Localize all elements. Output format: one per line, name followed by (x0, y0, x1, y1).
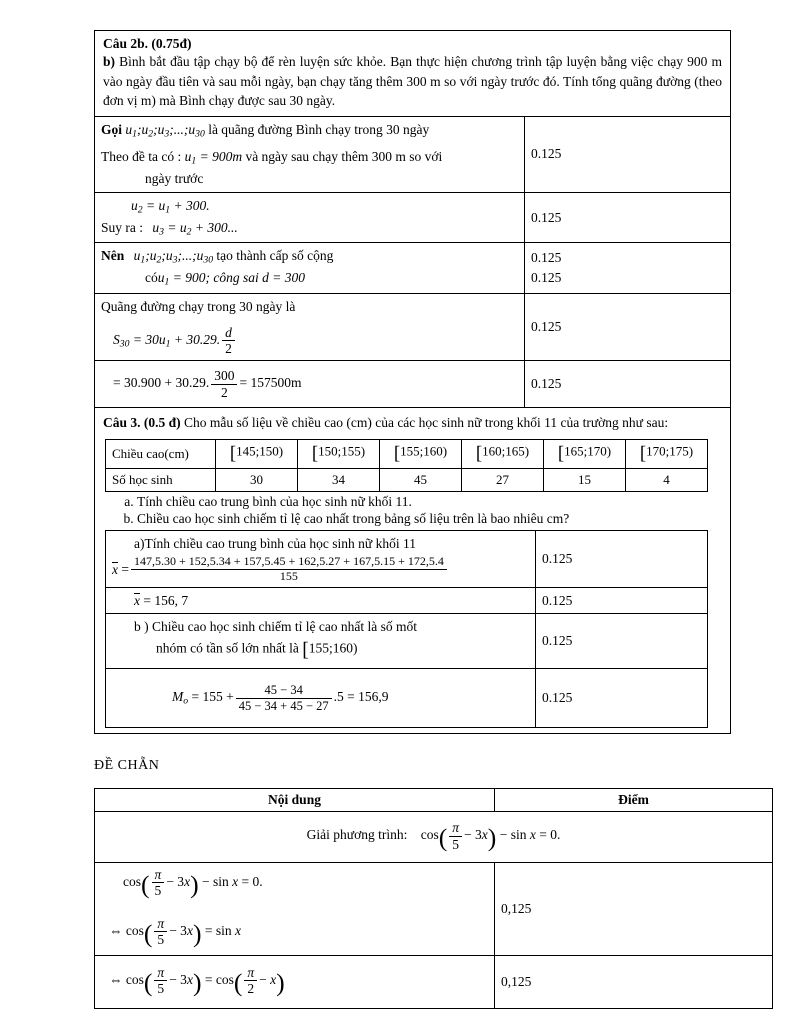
de-chan-title: ĐỀ CHẴN (94, 758, 160, 773)
row1-line2: Theo đề ta có : $u_1 = 900m$ và ngày sau chạy thêm 300 m so với (101, 149, 443, 168)
score-cell: 0,125 (495, 956, 773, 1009)
frac-den: 2 (220, 384, 228, 400)
table-row (106, 669, 708, 728)
row5-formula (101, 368, 518, 400)
cau3-r1-content (106, 530, 536, 587)
fraction-mode (236, 683, 332, 713)
frac-den: 155 (279, 568, 298, 583)
frac-num: 147,5.30 + 152,5.34 + 157,5.45 + 162,5.27 + 167,5.15 + 172,5.4 (131, 555, 447, 570)
score-cell: 0.125 (525, 294, 731, 361)
cau3-prompt-line (103, 413, 722, 433)
table-row (95, 956, 773, 1009)
cau3-r2-content (106, 587, 536, 614)
header-diem: Điểm (495, 789, 773, 812)
table-row (95, 863, 773, 956)
table-row-counts (106, 468, 708, 491)
cau3-r3-content (106, 614, 536, 669)
row2-math2: $u_3 = u_2 + 300$... (152, 219, 238, 238)
cau2b-row2-content (95, 192, 525, 243)
count-cell: 15 (544, 468, 626, 491)
cau3-question-list (103, 494, 722, 527)
prompt-prefix: b) (103, 54, 116, 69)
count-cell: 45 (380, 468, 462, 491)
cau3-prompt: Cho mẫu số liệu về chiều cao (cm) của các học sinh nữ trong khối 11 của trường như sau: (184, 415, 669, 431)
cau3-r2-formula: x = 156, 7 (134, 592, 189, 608)
interval-cell: [155;160) (380, 439, 462, 468)
row3-line2: cóu$_1$ = 900; công sai d = 300 (145, 270, 305, 288)
score-cell: 0.125 (536, 669, 708, 728)
frac-den: 2 (225, 341, 232, 357)
frac-num: d (225, 324, 232, 340)
table-row (95, 192, 731, 243)
fraction-d-2 (222, 325, 235, 357)
row2-label: Suy ra : (101, 219, 143, 235)
cau2b-heading: Câu 2b. (0.75đ) (103, 36, 192, 51)
row1-bold: Gọi (101, 121, 123, 137)
cau3-cell (95, 408, 731, 734)
step1-line2: ⇔ cos( $\frac{\pi}{5}$ − 3x) = sin x (109, 915, 241, 949)
cau2b-row3-content (95, 243, 525, 294)
fraction-300-2 (211, 368, 237, 400)
step2-line1: ⇔ cos( $\frac{\pi}{5}$ − 3x) = cos( $\frac{\pi}{2}$ − x) (109, 964, 285, 997)
xbar: x (112, 561, 118, 577)
table-row (95, 243, 731, 294)
fraction-pi-5: $\frac{\pi}{5}$ (154, 916, 167, 948)
table-row-cau3 (95, 408, 731, 734)
fraction-pi-2: $\frac{\pi}{2}$ (244, 965, 257, 997)
step1-line1: cos( $\frac{\pi}{5}$ − 3x) − sin x = 0. (123, 866, 263, 899)
cau2b-prompt-cell (95, 31, 731, 117)
list-item: a. Tính chiều cao trung bình của học sinh nữ khối 11. (137, 494, 722, 510)
row1-tail: là quãng đường Bình chạy trong 30 ngày (208, 121, 430, 137)
row1-line2-tail: và ngày sau chạy thêm 300 m so với (245, 149, 443, 165)
count-cell: 30 (216, 468, 298, 491)
cau2b-table (94, 30, 731, 734)
row3-tail: tạo thành cấp số cộng (216, 248, 334, 264)
prompt-text: Bình bắt đầu tập chạy bộ để rèn luyện sức khỏe. Bạn thực hiện chương trình tập luyện bằng việc chạy 900 m vào ngày đầu tiên và sau mỗi ngày, bạn chạy tăng thêm 300 m so với ngày trước đó. Tính tổng quãng đường (theo đơn vị m) mà Bình chạy được sau 30 ngày. (103, 54, 723, 109)
section-cau2b (94, 30, 730, 734)
score-cell: 0.125 (536, 614, 708, 669)
cau3-r3-line2: nhóm có tần số lớn nhất là [155;160) (156, 639, 358, 661)
chieucao-table (105, 439, 708, 492)
intro-lead: Giải phương trình: (306, 827, 408, 843)
de-chan-table (94, 788, 773, 1009)
table-row (95, 812, 773, 863)
table-row (95, 116, 731, 192)
row2-math1: $u_2 = u_1 + 300$. (131, 197, 210, 216)
score-cell: 0.125 (525, 116, 731, 192)
count-cell: 34 (298, 468, 380, 491)
cau3-solution-table (105, 530, 708, 729)
de-chan-section (94, 788, 772, 1009)
table-row (106, 614, 708, 669)
frac-num: 45 − 34 (236, 683, 332, 698)
cau3-heading: Câu 3. (0.5 đ) (103, 415, 181, 431)
cau3-r1-line1: a)Tính chiều cao trung bình của học sinh nữ khối 11 (134, 535, 416, 551)
table-row (106, 530, 708, 587)
list-item: b. Chiều cao học sinh chiếm tỉ lệ cao nhất trong bảng số liệu trên là bao nhiêu cm? (137, 511, 722, 527)
de-chan-step2-cell (95, 956, 495, 1009)
cau2b-row5-content (95, 361, 525, 408)
table-row (95, 361, 731, 408)
cau3-r3-line1: b ) Chiều cao học sinh chiếm tỉ lệ cao nhất là số mốt (134, 619, 418, 635)
cau3-r1-formula: x = 147,5.30 + 152,5.34 + 157,5.45 + 162,5.27 + 167,5.15 + 172,5.4 155 (112, 555, 529, 584)
count-cell: 4 (626, 468, 708, 491)
row2-label-line (101, 218, 518, 240)
row4-formula: $S_{30} = 30u_1 + 30.29$. $\frac{d}{2}$ (101, 325, 518, 357)
cau3-r4-formula: $M_o = 155$ + $\frac{45 - 34}{45 - 34 + 45 - 27}$ .5 = 156,9 (172, 683, 389, 713)
formula-tail: .5 = 156,9 (333, 689, 389, 705)
score-b: 0.125 (531, 270, 562, 286)
interval-cell: [160;165) (462, 439, 544, 468)
table-row (106, 587, 708, 614)
fraction-pi-5: $\frac{\pi}{5}$ (449, 820, 462, 852)
row5-lead: = 30.900 + 30.29. (113, 375, 210, 391)
de-chan-intro-cell (95, 812, 773, 863)
fraction-pi-5: $\frac{\pi}{5}$ (152, 867, 165, 899)
cau2b-row4-content (95, 294, 525, 361)
fraction-mean (131, 555, 447, 584)
interval-cell: [150;155) (298, 439, 380, 468)
row1-line3: ngày trước (145, 171, 204, 187)
header-noidung: Nội dung (95, 789, 495, 812)
score-cell: 0.125 (525, 192, 731, 243)
score-cell: 0.125 (525, 361, 731, 408)
score-cell: 0.125 (536, 587, 708, 614)
interval-cell: [145;150) (216, 439, 298, 468)
score-cell: 0,125 (495, 863, 773, 956)
frac-num: 300 (211, 368, 237, 385)
table-header-row (95, 789, 773, 812)
table-row (95, 294, 731, 361)
interval-cell: [170;175) (626, 439, 708, 468)
score-a: 0.125 (531, 249, 562, 265)
fraction-pi-5: $\frac{\pi}{5}$ (154, 965, 167, 997)
row4-line1: Quãng đường chạy trong 30 ngày là (101, 299, 296, 315)
row-label-chieucao: Chiều cao(cm) (106, 439, 216, 468)
cau3-r4-content (106, 669, 536, 728)
cau2b-row1-content (95, 116, 525, 192)
row5-tail: = 157500m (239, 375, 302, 391)
de-chan-step1-cell (95, 863, 495, 956)
intro-math: cos( $\frac{\pi}{5}$ − 3x) − sin x = 0. (420, 820, 561, 853)
cau2b-prompt (103, 52, 722, 111)
table-row-prompt (95, 31, 731, 117)
frac-den: 45 − 34 + 45 − 27 (238, 698, 329, 713)
interval-cell: [165;170) (544, 439, 626, 468)
row1-line1: Gọi $u_1;u_2;u_3;...;u_{30}$ là quãng đường Bình chạy trong 30 ngày (101, 121, 430, 140)
row3-label: Nên (101, 248, 125, 264)
score-cell: 0.125 (536, 530, 708, 587)
score-cell (525, 243, 731, 294)
count-cell: 27 (462, 468, 544, 491)
xbar: x (134, 592, 140, 608)
row-label-sohocsinh: Số học sinh (106, 468, 216, 491)
table-header-row (106, 439, 708, 468)
row1-line2-label: Theo đề ta có : (101, 149, 182, 165)
row3-line1: Nên $u_1;u_2;u_3;...;u_{30}$ tạo thành cấp số cộng (101, 248, 334, 267)
